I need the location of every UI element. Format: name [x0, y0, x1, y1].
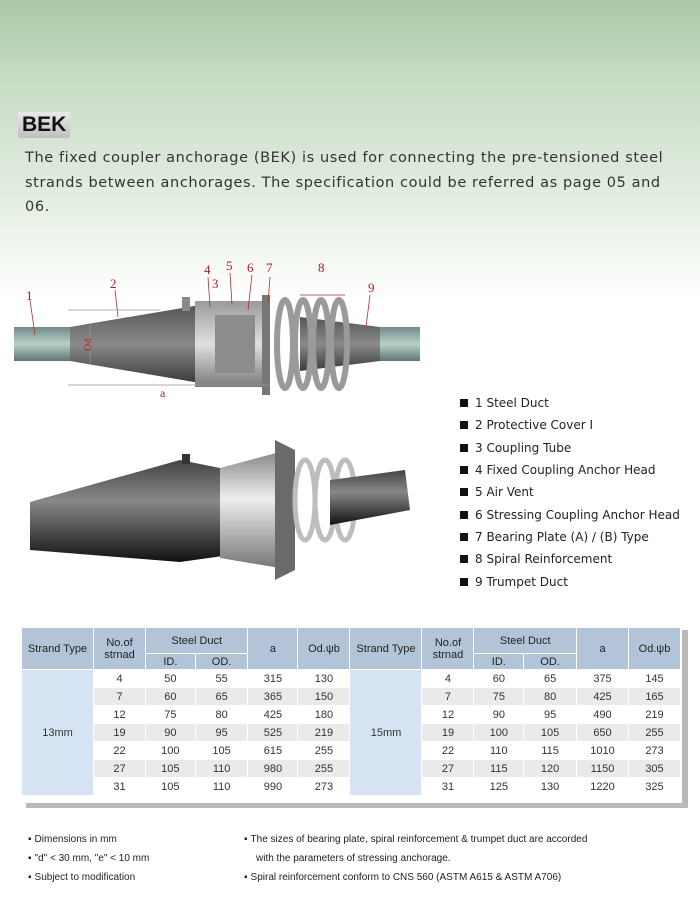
header-strand-type: Strand Type [22, 628, 94, 670]
notes-left [28, 830, 228, 887]
table-cell: 27 [422, 760, 474, 778]
table-cell: 219 [629, 706, 681, 724]
table-cell: 95 [195, 724, 248, 742]
table-cell: 615 [248, 742, 298, 760]
table-cell: 80 [195, 706, 248, 724]
header-od-psi-b: Od.ψb [298, 628, 350, 670]
header-no-of-strand: No.of strnad [422, 628, 474, 670]
dimension-a: a [160, 386, 166, 400]
header-od: OD. [524, 654, 577, 670]
table-cell: 110 [474, 742, 524, 760]
table-cell: 105 [524, 724, 577, 742]
table-cell: 125 [474, 778, 524, 796]
section-title: BEK [18, 112, 70, 138]
callout-3: 3 [212, 276, 219, 291]
legend-item: 5 Air Vent [460, 481, 700, 503]
table-cell: 22 [94, 742, 146, 760]
callout-8: 8 [318, 260, 325, 275]
table-cell: 990 [248, 778, 298, 796]
table-cell: 425 [248, 706, 298, 724]
table-cell: 31 [94, 778, 146, 796]
table-cell: 525 [248, 724, 298, 742]
air-vent [182, 297, 190, 311]
table-cell: 75 [474, 688, 524, 706]
steel-duct-left [14, 327, 74, 361]
table-cell: 100 [146, 742, 196, 760]
header-a: a [577, 628, 629, 670]
table-cell: 255 [298, 742, 350, 760]
bullet-square-icon [460, 578, 468, 586]
table-cell: 27 [94, 760, 146, 778]
parts-legend [460, 392, 700, 593]
bullet-square-icon [460, 533, 468, 541]
table-cell: 105 [146, 778, 196, 796]
silver-coupler [220, 452, 280, 568]
table-cell: 60 [146, 688, 196, 706]
dimension-od: Od [83, 338, 94, 351]
callout-1: 1 [26, 288, 33, 303]
table-cell: 100 [474, 724, 524, 742]
table-cell: 12 [422, 706, 474, 724]
table-cell: 255 [298, 760, 350, 778]
table-cell: 31 [422, 778, 474, 796]
header-id: ID. [146, 654, 196, 670]
table-cell: 180 [298, 706, 350, 724]
table-cell: 7 [422, 688, 474, 706]
table-cell: 22 [422, 742, 474, 760]
table-cell: 4 [422, 670, 474, 688]
table-cell: 12 [94, 706, 146, 724]
bullet-square-icon [460, 421, 468, 429]
table-cell: 19 [422, 724, 474, 742]
table-cell: 255 [629, 724, 681, 742]
header-id: ID. [474, 654, 524, 670]
legend-item: 8 Spiral Reinforcement [460, 548, 700, 570]
table-cell: 90 [474, 706, 524, 724]
header-a: a [248, 628, 298, 670]
bullet-square-icon [460, 444, 468, 452]
table-cell: 490 [577, 706, 629, 724]
note: ▪ "d" < 30 mm, "e" < 10 mm [28, 849, 228, 868]
table-cell: 219 [298, 724, 350, 742]
table-cell: 980 [248, 760, 298, 778]
header-strand-type: Strand Type [350, 628, 422, 670]
table-shadow-bottom [26, 803, 688, 808]
table-cell: 1220 [577, 778, 629, 796]
note-continuation: with the parameters of stressing anchorage. [256, 853, 451, 864]
anchorage-cutaway-diagram [0, 255, 420, 415]
table-cell: 50 [146, 670, 196, 688]
intro-paragraph: The fixed coupler anchorage (BEK) is used for connecting the pre-tensioned steel strands between anchorages. The specification could be referred as page 05 and 06. [25, 150, 664, 215]
table-cell: 65 [524, 670, 577, 688]
table-cell: 80 [524, 688, 577, 706]
table-cell: 273 [298, 778, 350, 796]
callout-9: 9 [368, 280, 375, 295]
legend-item: 1 Steel Duct [460, 392, 700, 414]
table-cell: 19 [94, 724, 146, 742]
header-od: OD. [195, 654, 248, 670]
strand-type-cell: 15mm [350, 670, 422, 796]
bearing-plate [262, 295, 270, 395]
table-cell: 165 [629, 688, 681, 706]
table-cell: 110 [195, 778, 248, 796]
table-cell: 105 [146, 760, 196, 778]
table-cell: 130 [298, 670, 350, 688]
table-cell: 273 [629, 742, 681, 760]
legend-item: 2 Protective Cover Ⅰ [460, 414, 700, 436]
strand-type-cell: 13mm [22, 670, 94, 796]
spec-table [21, 627, 681, 796]
table-cell: 95 [524, 706, 577, 724]
table-cell: 315 [248, 670, 298, 688]
table-cell: 150 [298, 688, 350, 706]
callout-7: 7 [266, 260, 273, 275]
header-steel-duct: Steel Duct [146, 628, 248, 654]
note: ▪ Subject to modification [28, 868, 228, 887]
legend-item: 4 Fixed Coupling Anchor Head [460, 459, 700, 481]
table-cell: 120 [524, 760, 577, 778]
table-cell: 110 [195, 760, 248, 778]
note: ▪ Spiral reinforcement conform to CNS 560 (ASTM A615 & ASTM A706) [244, 868, 684, 887]
note: ▪ The sizes of bearing plate, spiral reinforcement & trumpet duct are accorded [244, 830, 684, 849]
legend-item: 6 Stressing Coupling Anchor Head [460, 503, 700, 525]
note: ▪ Dimensions in mm [28, 830, 228, 849]
header-od-psi-b: Od.ψb [629, 628, 681, 670]
bullet-square-icon [460, 466, 468, 474]
table-cell: 65 [195, 688, 248, 706]
table-row [22, 670, 681, 688]
callout-6: 6 [247, 260, 254, 275]
table-cell: 7 [94, 688, 146, 706]
table-cell: 145 [629, 670, 681, 688]
table-cell: 1150 [577, 760, 629, 778]
table-cell: 1010 [577, 742, 629, 760]
callout-4: 4 [204, 262, 211, 277]
trumpet-photo [330, 470, 410, 525]
table-cell: 90 [146, 724, 196, 742]
table-cell: 325 [629, 778, 681, 796]
table-cell: 425 [577, 688, 629, 706]
bullet-square-icon [460, 488, 468, 496]
header-steel-duct: Steel Duct [474, 628, 577, 654]
notes-right [244, 830, 684, 887]
table-cell: 115 [474, 760, 524, 778]
table-cell: 130 [524, 778, 577, 796]
bullet-square-icon [460, 555, 468, 563]
table-cell: 115 [524, 742, 577, 760]
table-cell: 650 [577, 724, 629, 742]
legend-item: 7 Bearing Plate (A) / (B) Type [460, 526, 700, 548]
anchor-head [215, 315, 255, 373]
callout-5: 5 [226, 258, 233, 273]
table-cell: 105 [195, 742, 248, 760]
table-cell: 305 [629, 760, 681, 778]
table-cell: 75 [146, 706, 196, 724]
callout-2: 2 [110, 276, 117, 291]
header-no-of-strand: No.of strnad [94, 628, 146, 670]
legend-item: 3 Coupling Tube [460, 437, 700, 459]
table-cell: 60 [474, 670, 524, 688]
bullet-square-icon [460, 399, 468, 407]
legend-item: 9 Trumpet Duct [460, 570, 700, 592]
table-cell: 55 [195, 670, 248, 688]
table-cell: 375 [577, 670, 629, 688]
bearing-plate-photo [275, 440, 295, 580]
black-cover [30, 460, 230, 562]
anchorage-product-photo [30, 440, 420, 580]
table-shadow-right [682, 630, 688, 806]
vent-stub [182, 454, 190, 464]
bullet-square-icon [460, 511, 468, 519]
table-cell: 365 [248, 688, 298, 706]
table-cell: 4 [94, 670, 146, 688]
